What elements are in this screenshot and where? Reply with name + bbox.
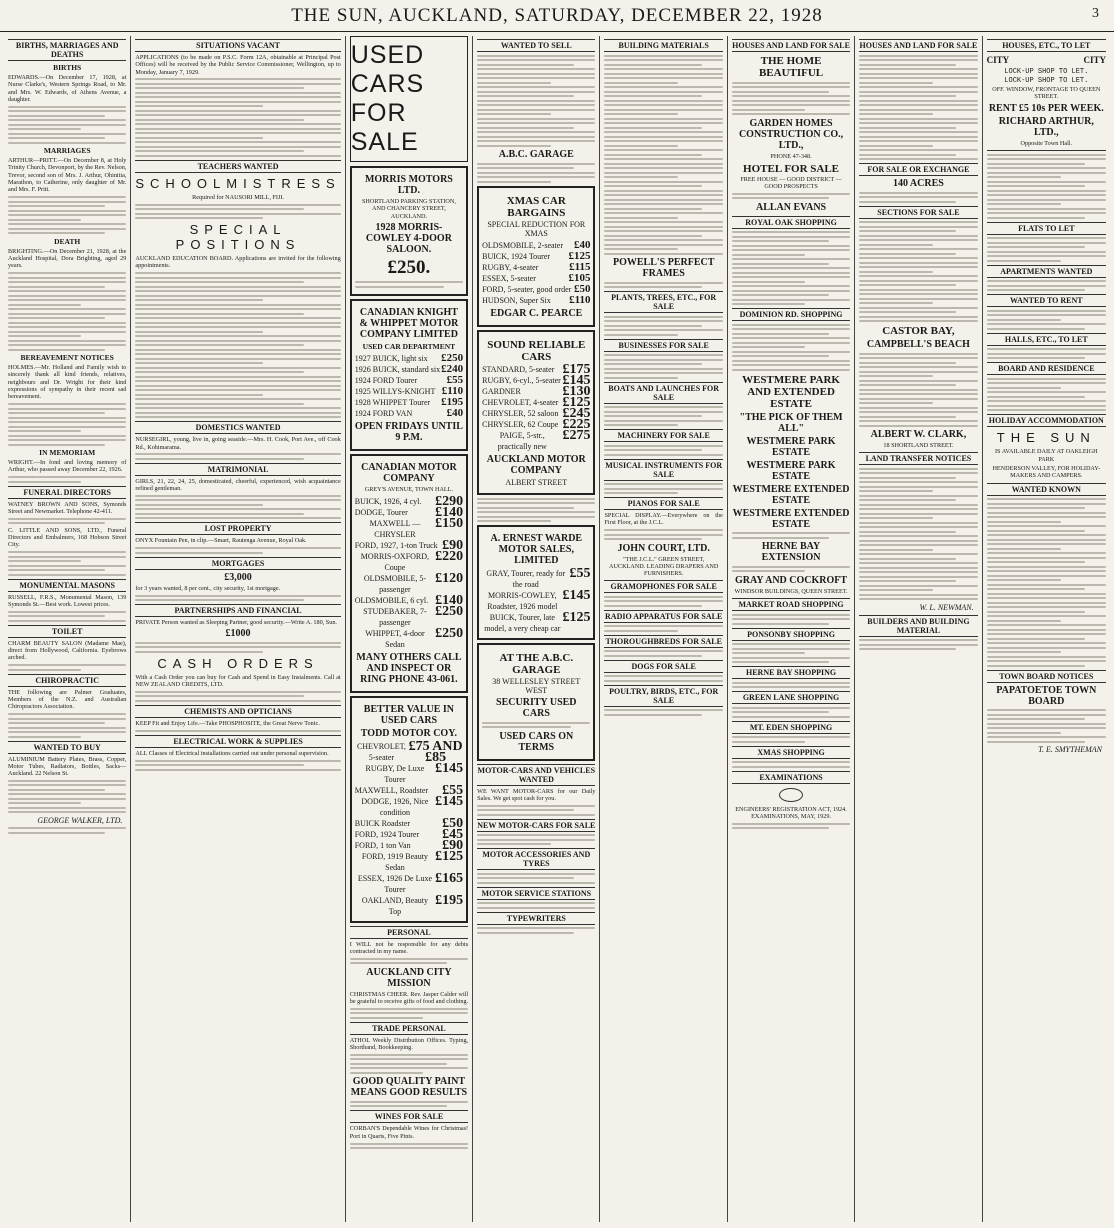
motor-wanted-heading: MOTOR-CARS AND VEHICLES WANTED — [477, 765, 596, 784]
price-item: STANDARD, 5-seater — [482, 364, 555, 374]
off-window: OFF. WINDOW, FRONTAGE TO QUEEN STREET. — [992, 86, 1101, 101]
poultry-heading: POULTRY, BIRDS, ETC., FOR SALE — [604, 685, 722, 707]
bereavement-heading: BEREAVEMENT NOTICES — [20, 353, 114, 363]
canadian-motor-ad — [350, 454, 468, 692]
albert-clark: ALBERT W. CLARK, — [870, 429, 967, 440]
pianos-notice: SPECIAL DISPLAY.—Everywhere on the First Floor, at the J.C.L. — [604, 512, 723, 527]
trade-heading: TRADE PERSONAL — [350, 1022, 468, 1035]
special-notice: AUCKLAND EDUCATION BOARD. Applications are invited for the following appointments. — [135, 255, 341, 270]
warde-ad — [477, 525, 595, 640]
price-row — [355, 892, 464, 917]
price-item: WHIPPET, 4-door Sedan — [365, 628, 425, 649]
electrical-notice: ALL Classes of Electrical installations carried out under personal supervision. — [135, 749, 329, 757]
clark-address: 18 SHORTLAND STREET. — [883, 442, 954, 449]
city-left: CITY — [986, 55, 1010, 65]
herne-extension: HERNE BAY EXTENSION — [761, 541, 821, 564]
price-value: £75 AND £85 — [408, 738, 463, 765]
price-row — [355, 848, 464, 873]
green-lane-heading: GREEN LANE SHOPPING — [732, 691, 850, 704]
price-value: £165 — [435, 870, 464, 886]
price-value: £250 — [435, 625, 464, 641]
price-item: FORD, 1924 Tourer — [354, 829, 420, 839]
houses-heading: HOUSES AND LAND FOR SALE — [732, 41, 850, 50]
price-value: £105 — [568, 271, 591, 284]
column-8 — [983, 36, 1110, 1222]
situations-heading: SITUATIONS VACANT — [135, 39, 340, 52]
dogs-heading: DOGS FOR SALE — [604, 660, 722, 673]
partnerships-heading: PARTNERSHIPS AND FINANCIAL — [135, 604, 340, 617]
price-value: £115 — [569, 260, 591, 273]
market-road-heading: MARKET ROAD SHOPPING — [732, 598, 850, 611]
situations-notice: APPLICATIONS (to be made on P.S.C. Form 12A, obtainable at Principal Post Offices) will be received by the Public Service Commissioner, Wellington, up to Monday, January 7, 1929. — [135, 54, 341, 76]
smytheman-signature: T. E. SMYTHEMAN — [1038, 745, 1102, 755]
price-row — [482, 568, 590, 590]
morris-address: SHORTLAND PARKING STATION, AND CHANCERY STREET, AUCKLAND. — [361, 198, 456, 220]
musical-heading: MUSICAL INSTRUMENTS FOR SALE — [605, 460, 723, 479]
price-row — [482, 295, 590, 306]
bereavement-notice: HOLMES.—Mr. Holland and Family wish to sincerely thank all kind friends, relatives, neighbours and Dr. Wright for their kind expressions of sympathy in their recent sad bereavement. — [8, 364, 127, 401]
price-row — [482, 240, 590, 251]
campbells-beach: CAMPBELL'S BEACH — [866, 339, 970, 350]
westmere-line: WESTMERE EXTENDED ESTATE — [732, 483, 850, 506]
price-value: £145 — [435, 793, 464, 809]
marriage-notice: ARTHUR—PRITT.—On December 8, at Holy Trinity Church, Devonport, by the Rev. Nelson, Trevor, second son of Mrs. J. Arthur, Ohinitia, Marathon, to Catherine, only daughter of Mr. and Mrs. F. Pritt. — [8, 157, 127, 194]
page-number: 3 — [1092, 6, 1100, 21]
westmere-line: WESTMERE EXTENDED ESTATE — [732, 507, 850, 530]
morris-price: £250. — [387, 256, 431, 278]
births-heading: BIRTHS — [53, 63, 82, 72]
acres: 140 ACRES — [892, 178, 944, 189]
morris-name: MORRIS MOTORS LTD. — [364, 174, 453, 196]
price-value: £140 — [435, 504, 464, 520]
sound-heading: SOUND RELIABLE CARS — [487, 338, 586, 363]
pianos-heading: PIANOS FOR SALE — [604, 497, 722, 510]
price-item: DODGE, 1926, Nice condition — [361, 796, 429, 817]
service-heading: MOTOR SERVICE STATIONS — [477, 887, 595, 900]
section-heading: BIRTHS, MARRIAGES AND DEATHS — [8, 39, 126, 61]
amc-sub: ALBERT STREET — [505, 477, 568, 487]
houses-heading-2: HOUSES AND LAND FOR SALE — [859, 41, 978, 50]
morris-model: 1928 MORRIS-COWLEY 4-DOOR SALOON. — [365, 221, 452, 255]
warde-name: A. ERNEST WARDE MOTOR SALES, LIMITED — [490, 533, 583, 566]
price-item: BUICK, Tourer, late model, a very cheap car — [484, 613, 561, 633]
mission-notice: CHRISTMAS CHEER. Rev. Jasper Calder will be grateful to receive gifts of food and clothing. — [349, 990, 469, 1006]
hotel-notice: FREE HOUSE — GOOD DISTRICT — GOOD PROSPECTS — [740, 175, 842, 191]
funeral-notice: WATNEY BROWN AND SONS, Symonds Street and Newmarket. Telephone 42-411. — [8, 500, 127, 515]
price-value: £125 — [562, 394, 591, 410]
price-item: FORD, 1 ton Van — [354, 840, 411, 850]
school-notice: Required for NAUSORI MILL, FIJI. — [192, 193, 284, 201]
price-row — [355, 548, 464, 573]
price-row — [355, 625, 464, 650]
wines-heading: WINES FOR SALE — [350, 1110, 468, 1123]
accessories-heading: MOTOR ACCESSORIES AND TYRES — [477, 848, 595, 870]
schoolmistress-heading: SCHOOLMISTRESS — [135, 175, 341, 191]
price-item: RUGBY, 4-seater — [482, 262, 539, 272]
monumental-heading: MONUMENTAL MASONS — [8, 579, 126, 592]
mortgage-notice: for 3 years wanted, 8 per cent., city security, 1st mortgage. — [135, 584, 281, 592]
price-row — [355, 408, 463, 419]
column-1 — [4, 36, 131, 1222]
price-item: GARDNER — [482, 386, 521, 396]
used-cars-terms: USED CARS ON TERMS — [499, 730, 574, 753]
price-value: £45 — [442, 826, 464, 842]
price-value: £220 — [435, 548, 464, 564]
better-value: BETTER VALUE IN USED CARS — [363, 703, 455, 726]
lost-notice: ONYX Fountain Pen, in clip.—Smart, Rautenga Avenue, Royal Oak. — [135, 537, 307, 545]
gray-address: WINDSOR BUILDINGS, QUEEN STREET. — [734, 587, 848, 595]
wanted-rent-heading: WANTED TO RENT — [987, 294, 1106, 307]
machinery-heading: MACHINERY FOR SALE — [604, 429, 722, 442]
price-value: £250 — [441, 352, 464, 365]
column-2 — [131, 36, 345, 1222]
royal-oak-heading: ROYAL OAK SHOPPING — [732, 216, 850, 229]
city-arrows — [987, 55, 1106, 65]
wanted-to-buy-notice: ALUMINIUM Battery Plates, Brass, Copper, Motor Tubes, Radiators, Bottles, Sacks—Auckland. 22 Nelson St. — [8, 755, 127, 778]
garden-phone: PHONE 47-348. — [770, 152, 812, 160]
price-row — [482, 590, 590, 612]
price-value: £125 — [562, 610, 591, 625]
cnw-name: CANADIAN KNIGHT & WHIPPET MOTOR COMPANY LIMITED — [359, 307, 459, 341]
boats-heading: BOATS AND LAUNCHES FOR SALE — [604, 382, 722, 404]
xmas-sub: SPECIAL REDUCTION FOR XMAS — [487, 219, 586, 238]
wanted-known-heading: WANTED KNOWN — [987, 483, 1106, 496]
wanted-to-buy-heading: WANTED TO BUY — [8, 741, 126, 754]
price-item: BUICK, 1926, 4 cyl. — [354, 496, 422, 506]
price-item: RUGBY, 6-cyl., 5-seater — [482, 375, 561, 385]
radio-heading: RADIO APPARATUS FOR SALE — [605, 611, 723, 621]
allan-evans: ALLAN EVANS — [755, 201, 827, 213]
newman-signature: W. L. NEWMAN. — [919, 602, 974, 612]
rent: RENT £5 10s PER WEEK. — [988, 102, 1104, 114]
column-6 — [728, 36, 855, 1222]
lockup-shop: LOCK-UP SHOP TO LET. — [1004, 68, 1089, 76]
price-item: 1926 BUICK, standard six — [354, 365, 441, 375]
new-motor-heading: NEW MOTOR-CARS FOR SALE — [477, 820, 596, 830]
price-item: ESSEX, 1926 De Luxe Tourer — [357, 873, 433, 894]
price-item: CHRYSLER, 52 saloon — [482, 408, 559, 418]
funeral-heading: FUNERAL DIRECTORS — [8, 486, 126, 499]
westmere-line: WESTMERE PARK ESTATE — [746, 459, 836, 482]
to-let-heading: HOUSES, ETC., TO LET — [987, 39, 1106, 52]
marriages-heading: MARRIAGES — [43, 146, 91, 156]
used-car-dept: USED CAR DEPARTMENT — [362, 342, 456, 352]
special-positions-heading: SPECIAL POSITIONS — [175, 222, 301, 253]
todd-price-list — [354, 738, 464, 917]
gray-cockroft: GRAY AND COCKROFT — [735, 574, 848, 586]
column-5 — [600, 36, 727, 1222]
trade-notice: ATHOL Weekly Distribution Offices. Typing, Shorthand, Bookkeeping. — [349, 1036, 469, 1052]
price-item: MORRIS-OXFORD, Coupe — [360, 551, 430, 572]
toilet-heading: TOILET — [8, 625, 126, 638]
domestics-heading: DOMESTICS WANTED — [135, 421, 340, 434]
board-heading: BOARD AND RESIDENCE — [987, 362, 1106, 375]
price-value: £130 — [562, 383, 591, 399]
price-item: MAXWELL — CHRYSLER — [369, 518, 421, 539]
motor-wanted-notice: WE WANT MOTOR-CARS for our Daily Sales. We get spot cash for you. — [477, 787, 596, 802]
price-item: FORD, 1919 Beauty Sedan — [361, 851, 428, 872]
price-item: 1924 FORD Tourer — [354, 376, 418, 386]
masthead — [0, 0, 1114, 32]
herne-shop-heading: HERNE BAY SHOPPING — [732, 666, 850, 679]
todd-ad — [350, 696, 468, 923]
westmere-line: WESTMERE PARK ESTATE — [746, 435, 836, 458]
mortgages-heading: MORTGAGES — [135, 557, 340, 570]
price-value: £50 — [573, 282, 591, 295]
price-item: STUDEBAKER, 7-passenger — [363, 606, 427, 627]
hotel-heading: HOTEL FOR SALE — [743, 162, 840, 175]
morris-ad — [350, 166, 468, 296]
price-row — [482, 284, 590, 295]
price-item: 1928 WHIPPET Tourer — [354, 398, 431, 408]
pick-of-them: "THE PICK OF THEM ALL" — [739, 411, 843, 434]
price-item: HUDSON, Super Six — [482, 295, 551, 305]
toilet-notice: CHARM BEAUTY SALON (Madame Mae), direct from Hollywood, California. Eyebrows arched. — [8, 639, 127, 662]
xmas-heading: XMAS CAR BARGAINS — [506, 194, 566, 219]
westmere-lines — [732, 436, 850, 530]
plants-heading: PLANTS, TREES, ETC., FOR SALE — [604, 291, 722, 313]
matrimonial-heading: MATRIMONIAL — [135, 463, 340, 476]
price-row — [482, 427, 591, 452]
home-beautiful: THE HOME BEAUTIFUL — [758, 55, 824, 79]
price-item: DODGE, Tourer — [354, 507, 408, 517]
price-value: £290 — [435, 493, 464, 509]
chiropractic-notice: THE following are Palmer Graduates, Members of the N.Z. and Australian Chiropractors Association. — [8, 688, 127, 711]
price-value: £55 — [442, 782, 464, 798]
partner-amount: £1000 — [225, 628, 251, 640]
partnership-notice: PRIVATE Person wanted as Sleeping Partner, good security.—Write A. 180, Sun. — [135, 619, 337, 627]
domestics-notice: NURSEGIRL, young, live in, going seaside.—Mrs. H. Cook, Port Ave., off Cook Rd., Kohimarama. — [135, 436, 341, 451]
wanted-to-sell-heading: WANTED TO SELL — [477, 39, 595, 52]
gramophones-heading: GRAMOPHONES FOR SALE — [604, 580, 722, 593]
price-row — [355, 603, 464, 628]
price-item: 1925 WILLYS-KNIGHT — [354, 387, 436, 397]
abc-garage-ad — [477, 643, 595, 761]
price-item: 1924 FORD VAN — [354, 409, 413, 419]
price-item: BUICK Roadster — [354, 818, 411, 828]
price-item: FORD, 5-seater, good order — [482, 284, 572, 294]
column-4 — [473, 36, 600, 1222]
chiropractic-heading: CHIROPRACTIC — [8, 674, 126, 687]
garden-homes: GARDEN HOMES CONSTRUCTION CO., LTD., — [738, 117, 844, 151]
cmc-name: CANADIAN MOTOR COMPANY — [361, 462, 457, 485]
sun-heading: THE SUN — [996, 430, 1096, 446]
ponsonby-heading: PONSONBY SHOPPING — [732, 628, 850, 641]
price-value: £125 — [435, 848, 464, 864]
xmas-bargains-ad — [477, 186, 595, 327]
abc-address: 38 WELLESLEY STREET WEST — [492, 677, 581, 695]
birth-notice: EDWARDS.—On December 17, 1928, at Nurse Clarke's, Western Springs Road, to Mr. and Mrs. W. Edwards, of Athens Avenue, a daughter. — [8, 74, 127, 103]
price-row — [355, 570, 464, 595]
sun-available: IS AVAILABLE DAILY AT OAKLEIGH PARK — [994, 448, 1098, 463]
monumental-notice: RUSSELL, F.R.S., Monumental Mason, 139 Symonds St.—Best work. Lowest prices. — [8, 593, 127, 608]
abc-at: AT THE A.B.C. GARAGE — [499, 652, 574, 676]
city-right: CITY — [1083, 55, 1106, 65]
dominion-heading: DOMINION RD. SHOPPING — [732, 308, 850, 321]
price-item: OLDSMOBILE, 6 cyl. — [354, 595, 429, 605]
price-item: OAKLAND, Beauty Top — [361, 895, 429, 916]
holiday-heading: HOLIDAY ACCOMMODATION — [987, 414, 1106, 427]
price-row — [482, 262, 590, 273]
richard-arthur: RICHARD ARTHUR, LTD., — [998, 115, 1094, 138]
price-row — [355, 515, 464, 540]
personal-notice: I WILL not be responsible for any debts contracted in my name. — [349, 940, 469, 955]
price-item: BUICK, 1924 Tourer — [482, 251, 551, 261]
lockup-shop-2: LOCK-UP SHOP TO LET. — [1004, 77, 1089, 85]
todd-name: TODD MOTOR COY. — [360, 727, 458, 739]
powell-frames: POWELL'S PERFECT FRAMES — [612, 257, 715, 279]
open-hours: OPEN FRIDAYS UNTIL 9 P.M. — [354, 421, 463, 444]
price-item: OLDSMOBILE, 5-passenger — [363, 573, 427, 594]
price-value: £55 — [569, 566, 591, 581]
land-transfer-heading: LAND TRANSFER NOTICES — [859, 452, 977, 465]
column-3 — [346, 36, 473, 1222]
price-value: £40 — [446, 407, 464, 420]
chemists-notice: KEEP Fit and Enjoy Life.—Take PHOSPHOSITE, the Great Nerve Tonic. — [135, 719, 320, 727]
price-value: £120 — [435, 570, 464, 586]
security-cars: SECURITY USED CARS — [496, 697, 577, 719]
mt-eden-heading: MT. EDEN SHOPPING — [732, 721, 850, 734]
westmere-heading: WESTMERE PARK AND EXTENDED ESTATE — [742, 373, 840, 410]
price-value: £40 — [573, 238, 591, 251]
price-value: £50 — [442, 815, 464, 831]
price-value: £245 — [562, 405, 591, 421]
price-value: £55 — [446, 374, 464, 387]
warde-price-list — [482, 568, 590, 634]
price-value: £195 — [435, 892, 464, 908]
price-item: FORD, 1927, 1-ton Truck — [354, 540, 438, 550]
price-item: GRAY, Tourer, ready for the road — [486, 569, 566, 589]
castor-bay: CASTOR BAY, — [882, 325, 955, 337]
price-value: £145 — [562, 372, 591, 388]
chemists-heading: CHEMISTS AND OPTICIANS — [135, 705, 340, 718]
price-value: £110 — [569, 293, 591, 306]
price-item: CHRYSLER, 62 Coupe — [482, 419, 559, 429]
price-item: MORRIS-COWLEY, Roadster, 1926 model — [487, 591, 558, 611]
price-value: £125 — [568, 249, 591, 262]
xmas-shop-heading: XMAS SHOPPING — [732, 746, 850, 759]
price-item: CHEVROLET, 4-seater — [482, 397, 559, 407]
lost-heading: LOST PROPERTY — [135, 522, 340, 535]
memoriam-heading: IN MEMORIAM — [39, 448, 96, 458]
price-value: £240 — [441, 363, 464, 376]
quality-paint: GOOD QUALITY PAINT MEANS GOOD RESULTS — [350, 1076, 468, 1099]
cash-notice: With a Cash Order you can buy for Cash and Spend in Easy Instalments. Call at NEW ZEALAND CREDITS, LTD. — [135, 673, 341, 689]
price-value: £145 — [435, 760, 464, 776]
used-cars-title: USED CARS FOR SALE — [350, 36, 468, 162]
price-row — [355, 738, 463, 765]
price-item: RUGBY, De Luxe Tourer — [365, 763, 425, 784]
henderson: HENDERSON VALLEY, FOR HOLIDAY-MAKERS AND CAMPERS. — [992, 464, 1101, 480]
price-row — [355, 870, 464, 895]
price-row — [482, 251, 590, 262]
price-value: £275 — [562, 427, 591, 443]
thoroughbreds-heading: THOROUGHBREDS FOR SALE — [605, 636, 722, 646]
john-court-sub: "THE J.C.L." GREEN STREET, AUCKLAND. LEADING DRAPERS AND FURNISHERS. — [609, 555, 719, 578]
signature: GEORGE WALKER, LTD. — [37, 815, 123, 825]
masthead-title: THE SUN, AUCKLAND, SATURDAY, DECEMBER 22, 1928 — [291, 4, 823, 26]
price-item: CHEVROLET, 5-seater — [356, 741, 406, 762]
abc-garage: A.B.C. GARAGE — [498, 149, 574, 160]
apartments-heading: APARTMENTS WANTED — [987, 265, 1106, 278]
mission-heading: AUCKLAND CITY MISSION — [366, 966, 452, 989]
price-row — [482, 273, 590, 284]
builders-heading: BUILDING MATERIALS — [604, 39, 722, 52]
price-value: £150 — [435, 515, 464, 531]
cash-orders-heading: CASH ORDERS — [157, 655, 319, 671]
newspaper-columns — [4, 36, 1110, 1222]
price-row — [355, 760, 464, 785]
canadian-knight-ad — [350, 299, 468, 451]
memoriam-notice: WRIGHT.—In fond and loving memory of Arthur, who passed away December 22, 1926. — [8, 459, 127, 474]
death-notice: BRIGHTING.—On December 21, 1928, at the Auckland Hospital, Dora Brighting, aged 29 years. — [8, 247, 127, 270]
exams-heading: EXAMINATIONS — [732, 771, 850, 784]
price-item: OLDSMOBILE, 2-seater — [482, 240, 563, 250]
amc-name: AUCKLAND MOTOR COMPANY — [486, 453, 586, 476]
price-item: ESSEX, 5-seater — [482, 273, 536, 283]
flats-heading: FLATS TO LET — [987, 222, 1106, 235]
papatoetoe: PAPATOETOE TOWN BOARD — [996, 684, 1097, 707]
price-row — [482, 612, 590, 634]
cnw-price-list — [355, 353, 463, 419]
funeral-notice-2: C. LITTLE AND SONS, LTD., Funeral Directors and Embalmers, 168 Hobson Street City. — [8, 526, 127, 549]
price-value: £90 — [442, 537, 464, 553]
mortgage-amount: £3,000 — [224, 571, 252, 583]
price-value: £145 — [562, 588, 591, 603]
xmas-price-list — [482, 240, 590, 306]
wines-notice: CORBAN'S Dependable Wines for Christmas! Port in Quarts, Five Pints. — [349, 1125, 469, 1140]
halls-heading: HALLS, ETC., TO LET — [987, 333, 1106, 346]
sections-heading: SECTIONS FOR SALE — [859, 206, 977, 219]
price-value: £225 — [562, 416, 591, 432]
builders-mat-heading: BUILDERS AND BUILDING MATERIAL — [859, 615, 977, 637]
price-item: MAXWELL, Roadster — [354, 785, 429, 795]
sound-cars-ad — [477, 330, 595, 495]
exchange-heading: FOR SALE OR EXCHANGE — [859, 163, 977, 176]
exams-notice: ENGINEERS' REGISTRATION ACT, 1924. EXAMINATIONS, MAY, 1929. — [735, 805, 847, 820]
matrimonial-notice: GIRLS, 21, 22, 24, 25, domesticated, cheerful, experienced, wish acquaintance refined gentleman. — [135, 477, 341, 493]
sound-price-list — [482, 361, 591, 452]
price-item: PAIGE, 5-str., practically new — [497, 430, 547, 451]
electrical-heading: ELECTRICAL WORK & SUPPLIES — [135, 735, 340, 748]
price-value: £250 — [435, 603, 464, 619]
town-board-heading: TOWN BOARD NOTICES — [987, 670, 1106, 683]
price-value: £110 — [441, 385, 464, 398]
personal-heading: PERSONAL — [350, 926, 468, 939]
deaths-heading: DEATH — [54, 236, 81, 246]
cmc-address: GREY'S AVENUE, TOWN HALL. — [364, 486, 454, 494]
price-value: £90 — [442, 837, 464, 853]
many-others: MANY OTHERS CALL AND INSPECT OR RING PHONE 43-061. — [356, 651, 462, 685]
cmc-price-list — [354, 493, 464, 650]
john-court: JOHN COURT, LTD. — [617, 542, 710, 554]
price-value: £140 — [435, 592, 464, 608]
teachers-heading: TEACHERS WANTED — [135, 160, 340, 173]
price-value: £195 — [441, 396, 464, 409]
crest-icon — [779, 788, 803, 802]
richard-sub: Opposite Town Hall. — [1020, 139, 1073, 147]
businesses-heading: BUSINESSES FOR SALE — [604, 339, 722, 352]
typewriters-heading: TYPEWRITERS — [477, 912, 595, 925]
price-row — [355, 793, 464, 818]
edgar-name: EDGAR C. PEARCE — [490, 307, 583, 319]
price-value: £175 — [562, 361, 591, 377]
price-item: 1927 BUICK, light six — [354, 354, 428, 364]
column-7 — [855, 36, 982, 1222]
